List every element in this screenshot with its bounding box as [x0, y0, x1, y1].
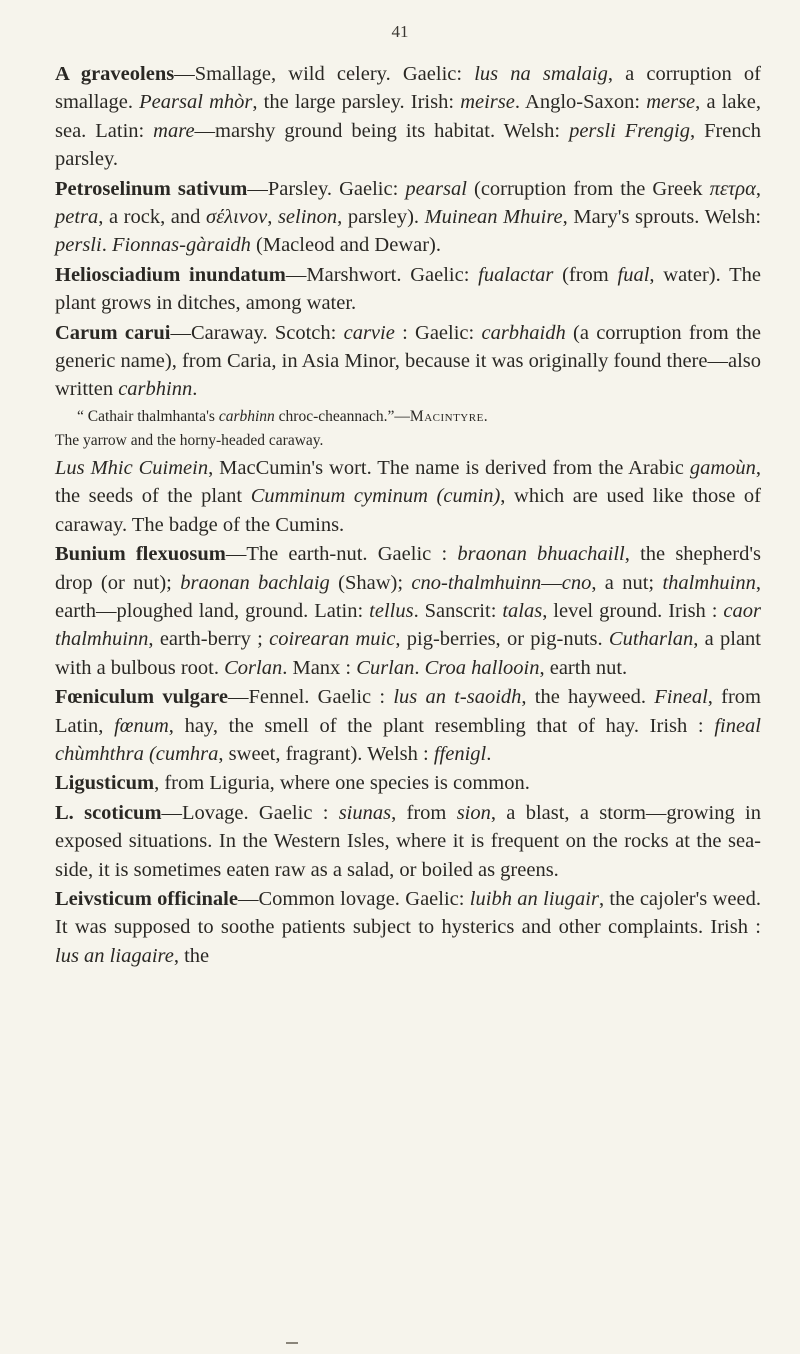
entry-paragraph	[55, 261, 761, 318]
entry-paragraph	[55, 683, 761, 768]
italic-term: petra	[55, 206, 99, 229]
italic-term: fineal chùmhthra (cumhra	[55, 714, 761, 765]
italic-term: selinon	[277, 206, 338, 229]
entry-term: Carum carui	[55, 321, 171, 344]
entry-text: ,	[755, 177, 761, 200]
entry-text: , the hayweed.	[521, 686, 655, 709]
entry-term: Heliosciadium inundatum	[55, 263, 286, 286]
italic-term: cno-thalmhuinn	[411, 571, 542, 594]
entry-text: , parsley).	[337, 206, 425, 229]
entry-text: . Sanscrit:	[413, 599, 503, 622]
entry-term: L. scoticum	[55, 801, 162, 824]
italic-term: braonan bachlaig	[180, 571, 330, 594]
entry-text: —Lovage. Gaelic :	[161, 801, 339, 824]
italic-term: carbhaidh	[481, 321, 566, 344]
entry-text: , the cajoler's weed. It was supposed to soothe patients subject to hysterics and other complaints. Irish :	[55, 887, 761, 939]
entry-text: —	[541, 571, 562, 594]
italic-term: ffenigl	[433, 742, 487, 765]
quote-text: chroc-cheannach.”—	[274, 407, 410, 425]
entry-term: A graveolens	[55, 63, 175, 85]
entry-text: (a corruption from the generic name), from Caria, in Asia Minor, because it was originally found there—also written	[55, 321, 761, 401]
entry-paragraph	[55, 885, 761, 970]
entry-text: —marshy ground being its habitat. Welsh:	[194, 119, 570, 142]
quote-attribution: Macintyre.	[409, 407, 489, 425]
italic-term: carbhinn	[118, 378, 193, 401]
entry-text: , the	[173, 944, 210, 967]
entry-text: , level ground. Irish :	[542, 599, 724, 622]
italic-term: Corlan	[224, 656, 283, 679]
italic-term: Cutharlan	[608, 628, 694, 651]
entry-text: , a rock, and	[98, 206, 206, 229]
italic-term: Croa hallooin	[424, 656, 540, 679]
italic-term: lus na smalaig	[474, 63, 608, 85]
entry-text: (Macleod and Dewar).	[250, 234, 442, 257]
entry-text: , the seeds of the plant	[55, 456, 762, 508]
italic-term: gamoùn	[689, 456, 756, 479]
page-number: 41	[391, 22, 409, 41]
page-body	[55, 60, 761, 971]
italic-term: talas	[502, 599, 543, 622]
quote-translation: The yarrow and the horny-headed caraway.	[55, 431, 324, 449]
italic-term: pearsal	[405, 177, 467, 200]
italic-term: coirearan muic	[269, 628, 396, 651]
italic-term: lus an liagaire	[55, 944, 174, 967]
entry-text: , from	[391, 801, 457, 824]
italic-term: σέλινον	[206, 206, 268, 229]
italic-term: meirse	[460, 91, 515, 114]
entry-paragraph	[55, 319, 761, 404]
entry-text: .	[414, 656, 425, 679]
italic-term: siunas	[338, 801, 392, 824]
entry-text: (Shaw);	[329, 571, 412, 594]
italic-term: caor thalmhuinn	[55, 599, 761, 651]
entry-paragraph	[55, 799, 761, 884]
entry-text: , earth-berry ;	[148, 628, 270, 651]
entry-text: , which are used like those of caraway. The badge of the Cumins.	[55, 485, 762, 536]
entry-term: Leivsticum officinale	[55, 887, 238, 910]
print-mark	[286, 1342, 298, 1344]
italic-term: Fionnas-gàraidh	[111, 234, 251, 257]
entry-text: , earth nut.	[539, 656, 628, 679]
entry-text: —Fennel. Gaelic :	[228, 686, 394, 709]
entry-paragraph	[55, 60, 761, 174]
verse-quote	[55, 406, 761, 428]
italic-term: cno	[561, 571, 592, 594]
entry-text: , the large parsley. Irish:	[252, 91, 461, 114]
quote-text: “ Cathair thalmhanta's	[77, 407, 219, 425]
italic-term: merse	[646, 91, 696, 114]
entry-text: (corruption from the Greek	[466, 177, 710, 200]
italic-term: Curlan	[356, 656, 415, 679]
entry-text: , pig-berries, or pig-nuts.	[395, 628, 609, 651]
italic-term: fœnum	[114, 714, 169, 737]
entry-text: , sweet, fragrant). Welsh :	[218, 742, 434, 765]
entry-text: , French parsley.	[55, 119, 762, 171]
italic-term: lus an t-saoidh	[393, 686, 522, 709]
italic-term: Fineal	[654, 686, 708, 709]
italic-term: fualactar	[478, 263, 554, 286]
italic-term: fual	[617, 263, 650, 286]
entry-term: Bunium flexuosum	[55, 543, 226, 566]
italic-term: persli	[55, 234, 102, 257]
entry-text: , the shepherd's drop (or nut);	[55, 543, 761, 594]
entry-term: Ligusticum	[55, 772, 155, 795]
entry-text: , from Liguria, where one species is common.	[154, 772, 530, 795]
italic-term: thalmhuinn	[662, 571, 756, 594]
entry-term: Fœniculum vulgare	[55, 686, 229, 709]
entry-text: , from Latin,	[55, 686, 762, 737]
entry-text: , a blast, a storm—growing in exposed situations. In the Western Isles, where it is frequent on the rocks at the sea-side, it is sometimes eaten raw as a salad, or boiled as greens.	[55, 801, 761, 881]
entry-text: , a lake, sea. Latin:	[55, 91, 761, 142]
italic-term: luibh an liugair	[469, 887, 599, 910]
entry-term: Petroselinum sativum	[55, 177, 248, 200]
italic-term: Pearsal mhòr	[139, 91, 253, 114]
entry-text: —Smallage, wild celery. Gaelic:	[174, 63, 475, 85]
entry-text: —The earth-nut. Gaelic :	[225, 543, 458, 566]
entry-text: .	[101, 234, 112, 257]
italic-term: tellus	[369, 599, 414, 622]
entry-text: , a plant with a bulbous root.	[55, 628, 761, 679]
entry-text: , a corruption of smallage.	[55, 63, 761, 114]
entry-text: , MacCumin's wort. The name is derived from the Arabic	[208, 456, 690, 479]
italic-term: mare	[153, 119, 195, 142]
entry-text: . Anglo-Saxon:	[514, 91, 647, 114]
entry-text: , hay, the smell of the plant resembling that of hay. Irish :	[168, 714, 715, 737]
entry-text: , Mary's sprouts. Welsh:	[562, 206, 762, 229]
quote-italic: carbhinn	[218, 407, 275, 425]
entry-text: .	[486, 742, 492, 765]
italic-term: Muinean Mhuire	[424, 206, 563, 229]
entry-text: . Manx :	[282, 656, 357, 679]
italic-term: Cumminum cyminum (cumin)	[250, 485, 501, 508]
entry-text: —Common lovage. Gaelic:	[237, 887, 470, 910]
entry-paragraph	[55, 540, 761, 682]
entry-text: —Marshwort. Gaelic:	[285, 263, 479, 286]
entry-text: , water). The plant grows in ditches, among water.	[55, 263, 761, 315]
entry-text: , a nut;	[591, 571, 663, 594]
italic-term: braonan bhuachaill	[457, 543, 625, 566]
italic-term: Lus Mhic Cuimein	[55, 456, 209, 479]
entry-text: (from	[553, 263, 618, 286]
entry-text: —Caraway. Scotch:	[170, 321, 344, 344]
italic-term: carvie	[343, 321, 395, 344]
italic-term: πετρα	[709, 177, 756, 200]
entry-paragraph	[55, 454, 761, 539]
entry-text: , earth—ploughed land, ground. Latin:	[55, 571, 762, 622]
entry-text: ,	[267, 206, 278, 229]
entry-text: : Gaelic:	[394, 321, 482, 344]
italic-term: sion	[456, 801, 491, 824]
entry-paragraph	[55, 175, 761, 260]
entry-text: .	[192, 378, 198, 401]
entry-paragraph	[55, 769, 761, 797]
entry-text: —Parsley. Gaelic:	[247, 177, 406, 200]
italic-term: persli Frengig	[569, 119, 690, 142]
